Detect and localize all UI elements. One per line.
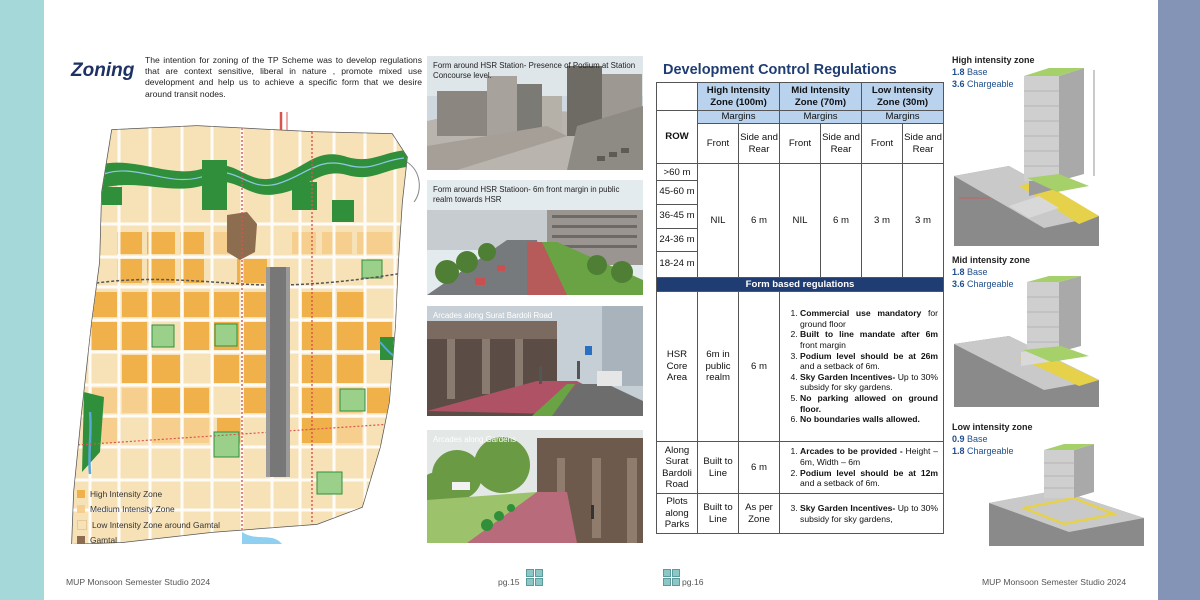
regulation-item: 5. No parking allowed on ground floor. [800, 393, 938, 414]
legend-swatch [77, 505, 85, 513]
value-cell: NIL [780, 164, 821, 278]
photo-arcades-road [427, 306, 643, 416]
value-cell: NIL [698, 164, 739, 278]
side-rear-header: Side and Rear [821, 124, 862, 164]
value-cell: 3 m [903, 164, 944, 278]
legend-swatch [77, 536, 85, 544]
footer-left: MUP Monsoon Semester Studio 2024 [66, 577, 211, 587]
photo-caption: Arcades along Surat Bardoli Road [433, 311, 553, 320]
legend-swatch [77, 490, 85, 498]
row-header: ROW [657, 111, 698, 164]
zone-chargeable: 1.8 Chargeable [952, 446, 1014, 456]
zone-title: High intensity zone [952, 55, 1035, 65]
legend-label: Low Intensity Zone around Gamtal [92, 519, 221, 530]
high-intensity-building [949, 56, 1154, 246]
zoning-map [62, 112, 422, 544]
area-cell: HSR Core Area [657, 292, 698, 442]
margins-header: Margins [698, 111, 780, 124]
side-cell: 6 m [739, 292, 780, 442]
side-cell: As per Zone [739, 494, 780, 534]
regulation-list [781, 308, 942, 425]
row-value: 24-36 m [657, 229, 697, 253]
zone-base: 1.8 Base [952, 67, 988, 77]
regulation-item: 4. Sky Garden Incentives- Up to 30% subsidy for sky gardens. [800, 372, 938, 393]
row-value: 18-24 m [659, 257, 695, 269]
regulation-item: 6. No boundaries walls allowed. [800, 414, 938, 425]
regulation-item: 2. Built to line mandate after 6m front margin [800, 329, 938, 350]
value-cell: 6 m [739, 164, 780, 278]
regulation-item: 3. Sky Garden Incentives- Up to 30% subsidy for sky gardens, [800, 503, 938, 524]
photo-caption: Arcades along Gardens [433, 435, 516, 444]
dcr-table [656, 82, 944, 534]
legend-item [77, 486, 220, 502]
zone-chargeable: 3.6 Chargeable [952, 279, 1014, 289]
regulation-item: 1. Commercial use mandatory for ground floor [800, 308, 938, 329]
form-based-header: Form based regulations [657, 278, 944, 292]
page-title: Zoning [71, 60, 135, 81]
regulations-cell [780, 494, 944, 534]
front-cell: 6m in public realm [698, 292, 739, 442]
row-list [657, 164, 698, 278]
mid-intensity-building [949, 262, 1154, 412]
corner-cell [657, 83, 698, 111]
spread [44, 0, 1158, 600]
front-cell: Built to Line [698, 494, 739, 534]
zone-title: Mid intensity zone [952, 255, 1031, 265]
zone-header: High Intensity Zone (100m) [698, 83, 780, 111]
photo-hsr-margin [427, 180, 643, 295]
regulations-cell [780, 292, 944, 442]
legend-label: High Intensity Zone [90, 488, 163, 499]
low-intensity-building [949, 428, 1154, 548]
side-rear-header: Side and Rear [739, 124, 780, 164]
regulation-item: 3. Podium level should be at 26m and a setback of 6m. [800, 351, 938, 372]
zone-title: Low intensity zone [952, 422, 1033, 432]
zone-header: Mid Intensity Zone (70m) [780, 83, 862, 111]
row-value: 36-45 m [657, 205, 697, 229]
legend-item [77, 502, 220, 518]
photo-caption: Form around HSR Statioon- 6m front margin in public realm towards HSR [433, 185, 620, 204]
regulation-list [781, 503, 942, 524]
row-value: >60 m [657, 166, 697, 181]
front-header: Front [862, 124, 903, 164]
value-cell: 3 m [862, 164, 903, 278]
row-value: 45-60 m [657, 181, 697, 205]
map-legend [77, 486, 220, 548]
side-rear-header: Side and Rear [903, 124, 944, 164]
front-header: Front [698, 124, 739, 164]
zone-base: 1.8 Base [952, 267, 988, 277]
front-header: Front [780, 124, 821, 164]
zone-header: Low Intensity Zone (30m) [862, 83, 944, 111]
page-icon [526, 569, 543, 586]
zone-base: 0.9 Base [952, 434, 988, 444]
legend-label: Gamtal [90, 535, 117, 546]
regulation-item: 2. Podium level should be at 12m and a setback of 6m. [800, 468, 938, 489]
legend-item [77, 517, 220, 533]
left-border [0, 0, 44, 600]
dcr-title: Development Control Regulations [663, 62, 897, 78]
page-icon [663, 569, 680, 586]
photo-arcades-gardens [427, 430, 643, 543]
legend-item [77, 533, 220, 549]
photo-hsr-podium [427, 56, 643, 170]
right-border [1158, 0, 1200, 600]
footer-right: MUP Monsoon Semester Studio 2024 [982, 577, 1127, 587]
margins-header: Margins [862, 111, 944, 124]
regulations-cell [780, 442, 944, 494]
legend-swatch [77, 520, 87, 530]
side-cell: 6 m [739, 442, 780, 494]
photo-caption: Form around HSR Station- Presence of Podium at Station Concourse level. [433, 61, 636, 80]
intro-text: The intention for zoning of the TP Scheme was to develop regulations that are context sensitive, liberal in nature , promote mixed use development and help us to achieve a specific form that we desire around transit nodes. [145, 55, 422, 99]
area-cell: Plots along Parks [657, 494, 698, 534]
front-cell: Built to Line [698, 442, 739, 494]
regulation-list [781, 446, 942, 488]
page-number-right: pg.16 [682, 577, 704, 587]
margins-header: Margins [780, 111, 862, 124]
legend-label: Medium Intensity Zone [90, 504, 175, 515]
page-number-left: pg.15 [498, 577, 520, 587]
regulation-item: 1. Arcades to be provided - Height – 6m, Width – 6m [800, 446, 938, 467]
zone-chargeable: 3.6 Chargeable [952, 79, 1014, 89]
area-cell: Along Surat Bardoli Road [657, 442, 698, 494]
value-cell: 6 m [821, 164, 862, 278]
